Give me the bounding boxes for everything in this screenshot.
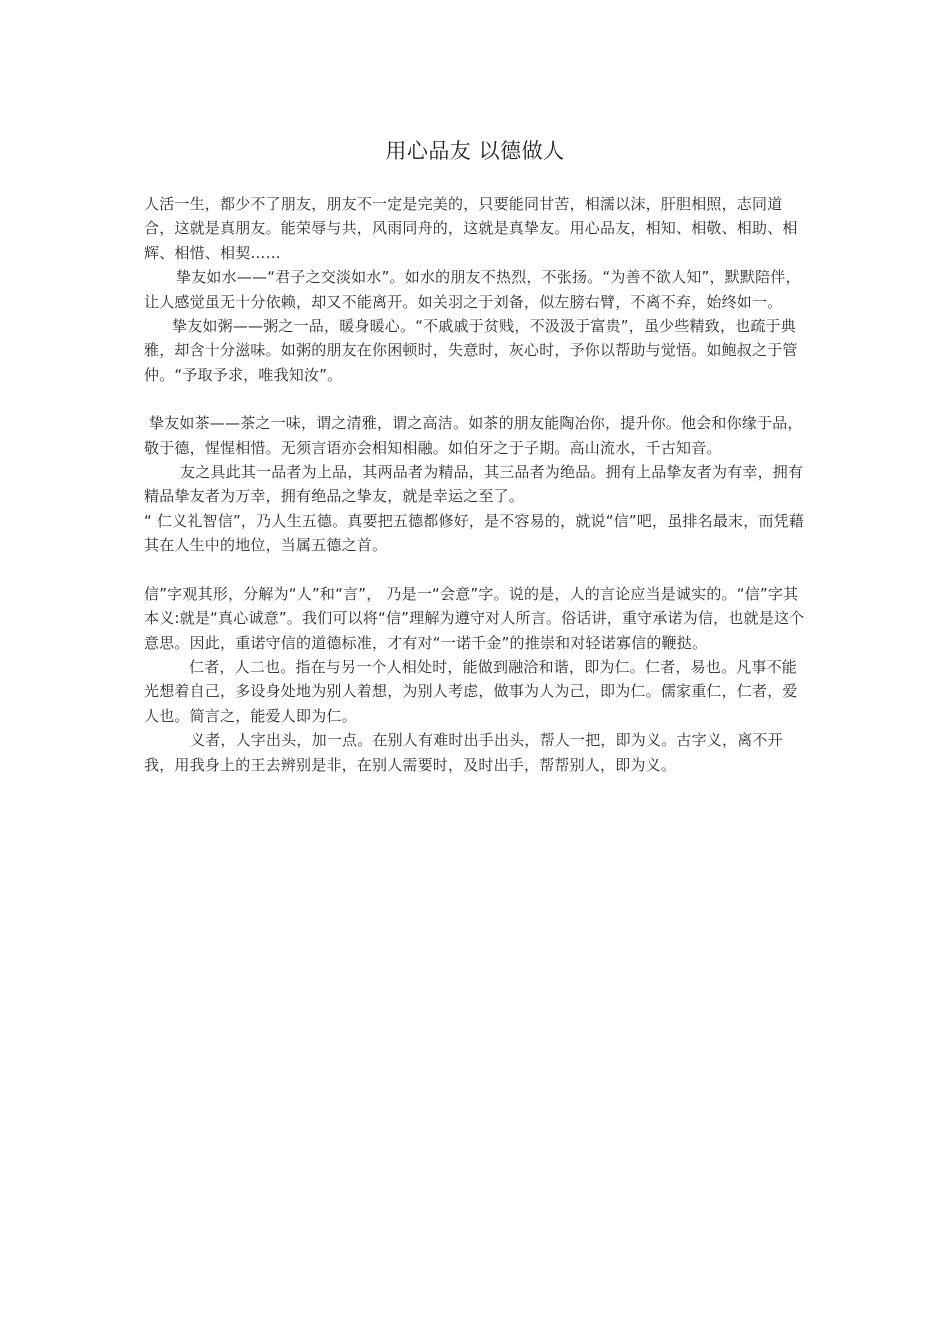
document-body [144,192,810,777]
paragraph-porridge: 挚友如粥——粥之一品，暖身暖心。“不戚戚于贫贱，不汲汲于富贵”，虽少些精致，也疏于典雅，却含十分滋味。如粥的朋友在你困顿时，失意时，灰心时，予你以帮助与觉悟。如鲍叔之于管仲。“予取予求，唯我知汝”。 [144,317,798,384]
paragraph-spacer [144,387,810,411]
paragraph-tea: 挚友如茶——茶之一味，谓之清雅，谓之高洁。如茶的朋友能陶冶你，提升你。他会和你缘于品，敬于德，惺惺相惜。无须言语亦会相知相融。如伯牙之于子期。高山流水，千古知音。 [144,414,803,457]
paragraph-righteousness: 义者，人字出头，加一点。在别人有难时出手出头，帮人一把，即为义。古字义，离不开我，用我身上的王去辨别是非，在别人需要时，及时出手，帮帮别人，即为义。 [144,731,783,774]
paragraph-benevolence: 仁者，人二也。指在与另一个人相处时，能做到融洽和谐，即为仁。仁者，易也。凡事不能光想着自己，多设身处地为别人着想，为别人考虑，做事为人为己，即为仁。儒家重仁，仁者，爱人也。简言之，能爱人即为仁。 [144,657,798,725]
paragraph-spacer [144,558,810,582]
paragraph-five-virtues: “ 仁义礼智信”，乃人生五德。真要把五德都修好，是不容易的，就说“信”吧，虽排名最末，而凭藉其在人生中的地位，当属五德之首。 [144,511,805,555]
paragraph-intro: 人活一生，都少不了朋友，朋友不一定是完美的，只要能同甘苦，相濡以沫，肝胆相照，志同道合，这就是真朋友。能荣辱与共，风雨同舟的，这就是真挚友。用心品友，相知、相敬、相助、相辉、相惜、相契…… [144,195,798,262]
paragraph-trust: 信”字观其形，分解为“人”和“言”， 乃是一“会意”字。说的是，人的言论应当是诚实的。“信”字其本义:就是“真心诚意”。我们可以将“信”理解为遵守对人所言。俗话讲，重守承诺为信，也就是这个意思。因此，重诺守信的道德标准，才有对“一诺千金”的推崇和对轻诺寡信的鞭挞。 [144,584,805,652]
paragraph-grades: 友之具此其一品者为上品，其两品者为精品，其三品者为绝品。拥有上品挚友者为有幸，拥有精品挚友者为万幸，拥有绝品之挚友，就是幸运之至了。 [144,463,804,506]
document-title: 用心品友 以德做人 [385,139,565,163]
paragraph-water: 挚友如水——“君子之交淡如水”。如水的朋友不热烈，不张扬。“为善不欲人知”，默默陪伴，让人感觉虽无十分依赖，却又不能离开。如关羽之于刘备，似左膀右臂，不离不弃，始终如一。 [144,268,801,311]
